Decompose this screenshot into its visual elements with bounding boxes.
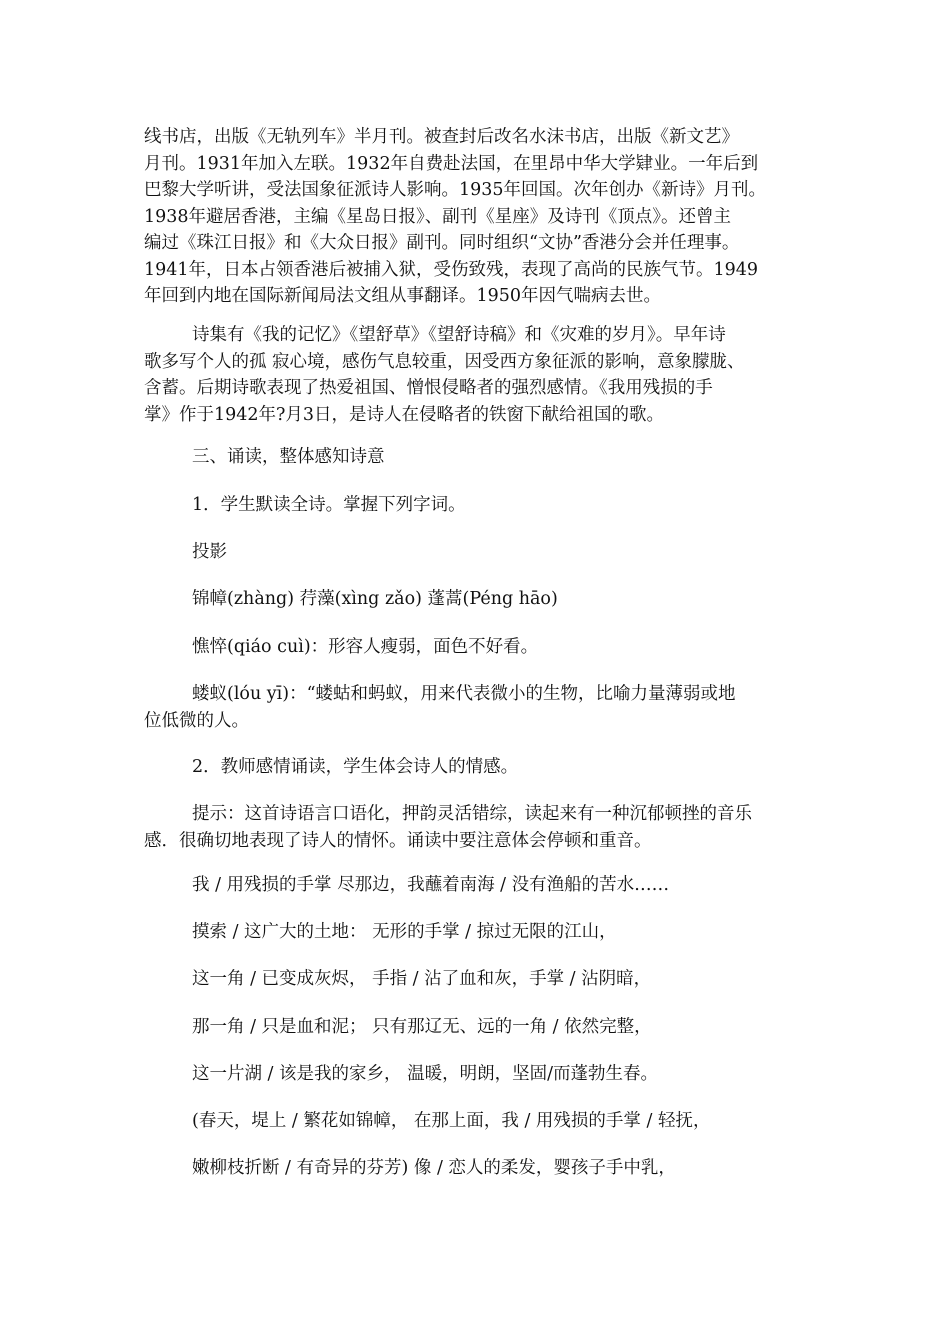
- poem-line: 我 / 用残损的手掌 尽那边，我蘸着南海 / 没有渔船的苦水……: [192, 875, 670, 895]
- poem-line: 嫩柳枝折断 / 有奇异的芬芳) 像 / 恋人的柔发，婴孩子手中乳，: [192, 1158, 676, 1178]
- vocabulary-line-1: 锦幛(zhàng) 荇藻(xìng zǎo) 蓬蒿(Péng hāo): [192, 589, 558, 609]
- vocabulary-line-3: [144, 681, 824, 734]
- text-line: 提示：这首诗语言口语化，押韵灵活错综，读起来有一种沉郁顿挫的音乐: [192, 804, 752, 824]
- text-line: 月刊。1931年加入左联。1932年自费赴法国，在里昂中华大学肄业。一年后到: [144, 153, 759, 174]
- step-2: 2．教师感情诵读，学生体会诗人的情感。: [192, 757, 519, 777]
- text-line: 年回到内地在国际新闻局法文组从事翻译。1950年因气喘病去世。: [144, 286, 662, 306]
- biography-paragraph: [144, 124, 824, 310]
- text-line: 感．很确切地表现了诗人的情怀。诵读中要注意体会停顿和重音。: [144, 830, 652, 851]
- section-heading: 三、诵读，整体感知诗意: [192, 447, 385, 467]
- poem-line: 摸索 / 这广大的土地： 无形的手掌 / 掠过无限的江山，: [192, 922, 617, 942]
- text-line: 1938年避居香港，主编《星岛日报》、副刊《星座》及诗刊《顶点》。还曾主: [144, 206, 732, 227]
- poem-line: (春天，堤上 / 繁花如锦幛， 在那上面，我 / 用残损的手掌 / 轻抚，: [192, 1111, 711, 1131]
- text-line: 掌》作于1942年?月3日，是诗人在侵略者的铁窗下献给祖国的歌。: [144, 404, 665, 425]
- projection-label: 投影: [192, 542, 227, 562]
- text-line: 编过《珠江日报》和《大众日报》副刊。同时组织“文协”香港分会并任理事。: [144, 233, 740, 253]
- text-line: 诗集有《我的记忆》《望舒草》《望舒诗稿》和《灾难的岁月》。早年诗: [192, 325, 726, 345]
- poem-line: 这一片湖 / 该是我的家乡， 温暖，明朗，坚固/而蓬勃生春。: [192, 1064, 658, 1084]
- text-line: 歌多写个人的孤 寂心境，感伤气息较重，因受西方象征派的影响，意象朦胧、: [144, 351, 745, 372]
- text-line: 位低微的人。: [144, 710, 249, 731]
- text-line: 蝼蚁(lóu yī)：“蝼蛄和蚂蚁，用来代表微小的生物，比喻力量薄弱或地: [192, 684, 736, 704]
- step-1: 1．学生默读全诗。掌握下列字词。: [192, 495, 466, 515]
- vocabulary-line-2: 憔悴(qiáo cuì)：形容人瘦弱，面色不好看。: [192, 637, 539, 657]
- works-paragraph: [144, 322, 824, 428]
- text-line: 巴黎大学听讲，受法国象征派诗人影响。1935年回国。次年创办《新诗》月刊。: [144, 180, 767, 200]
- poem-line: 这一角 / 已变成灰烬， 手指 / 沾了血和灰，手掌 / 沾阴暗，: [192, 969, 652, 989]
- poem-line: 那一角 / 只是血和泥； 只有那辽无、远的一角 / 依然完整，: [192, 1017, 652, 1037]
- hint-paragraph: [144, 801, 824, 854]
- text-line: 含蓄。后期诗歌表现了热爱祖国、憎恨侵略者的强烈感情。《我用残损的手: [144, 378, 713, 398]
- text-line: 线书店，出版《无轨列车》半月刊。被查封后改名水沫书店，出版《新文艺》: [144, 127, 739, 147]
- text-line: 1941年，日本占领香港后被捕入狱，受伤致残，表现了高尚的民族气节。1949: [144, 259, 759, 280]
